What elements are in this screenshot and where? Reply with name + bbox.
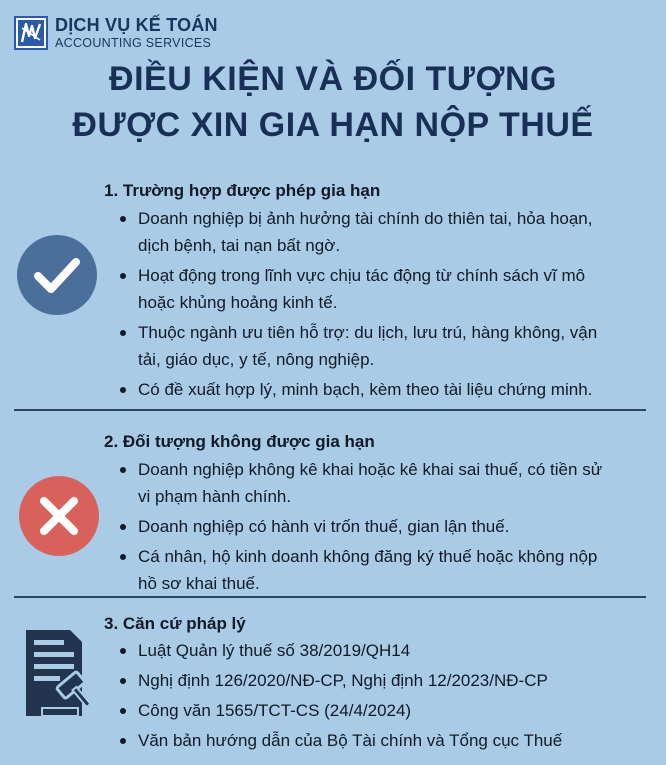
list-item: Luật Quản lý thuế số 38/2019/QH14	[118, 637, 648, 664]
list-item: Văn bản hướng dẫn của Bộ Tài chính và Tổng cục Thuế	[118, 727, 648, 754]
section-heading-allowed: 1. Trường hợp được phép gia hạn	[104, 181, 381, 200]
brand-subtitle: ACCOUNTING SERVICES	[55, 36, 212, 51]
brand-title: DỊCH VỤ KẾ TOÁN	[55, 15, 218, 36]
list-item: Nghị định 126/2020/NĐ-CP, Nghị định 12/2023/NĐ-CP	[118, 667, 648, 694]
legal-list	[118, 637, 648, 757]
list-item: Doanh nghiệp có hành vi trốn thuế, gian lận thuế.	[118, 513, 648, 540]
section-heading-legal: 3. Căn cứ pháp lý	[104, 614, 246, 633]
list-item: Có đề xuất hợp lý, minh bạch, kèm theo tài liệu chứng minh.	[118, 376, 648, 403]
not-allowed-list	[118, 456, 648, 600]
list-item: Doanh nghiệp bị ảnh hưởng tài chính do thiên tai, hỏa hoạn, dịch bệnh, tai nạn bất ngờ.	[118, 205, 648, 259]
allowed-list	[118, 205, 648, 406]
list-item: Công văn 1565/TCT-CS (24/4/2024)	[118, 697, 648, 724]
list-item: Doanh nghiệp không kê khai hoặc kê khai sai thuế, có tiền sử vi phạm hành chính.	[118, 456, 648, 510]
list-item: Thuộc ngành ưu tiên hỗ trợ: du lịch, lưu trú, hàng không, vận tải, giáo dục, y tế, nông nghiệp.	[118, 319, 648, 373]
x-circle-icon	[18, 475, 100, 557]
check-circle-icon	[16, 234, 98, 316]
list-item: Hoạt động trong lĩnh vực chịu tác động từ chính sách vĩ mô hoặc khủng hoảng kinh tế.	[118, 262, 648, 316]
divider	[14, 596, 646, 598]
title-line-1: ĐIỀU KIỆN VÀ ĐỐI TƯỢNG	[109, 60, 557, 98]
list-item: Cá nhân, hộ kinh doanh không đăng ký thuế hoặc không nộp hồ sơ khai thuế.	[118, 543, 648, 597]
title-line-2: ĐƯỢC XIN GIA HẠN NỘP THUẾ	[72, 106, 594, 144]
section-heading-not-allowed: 2. Đối tượng không được gia hạn	[104, 432, 375, 451]
accounting-logo-icon	[14, 16, 48, 50]
page-title	[0, 56, 666, 148]
brand-logo	[14, 16, 218, 50]
legal-document-gavel-icon	[20, 626, 98, 722]
divider	[14, 409, 646, 411]
